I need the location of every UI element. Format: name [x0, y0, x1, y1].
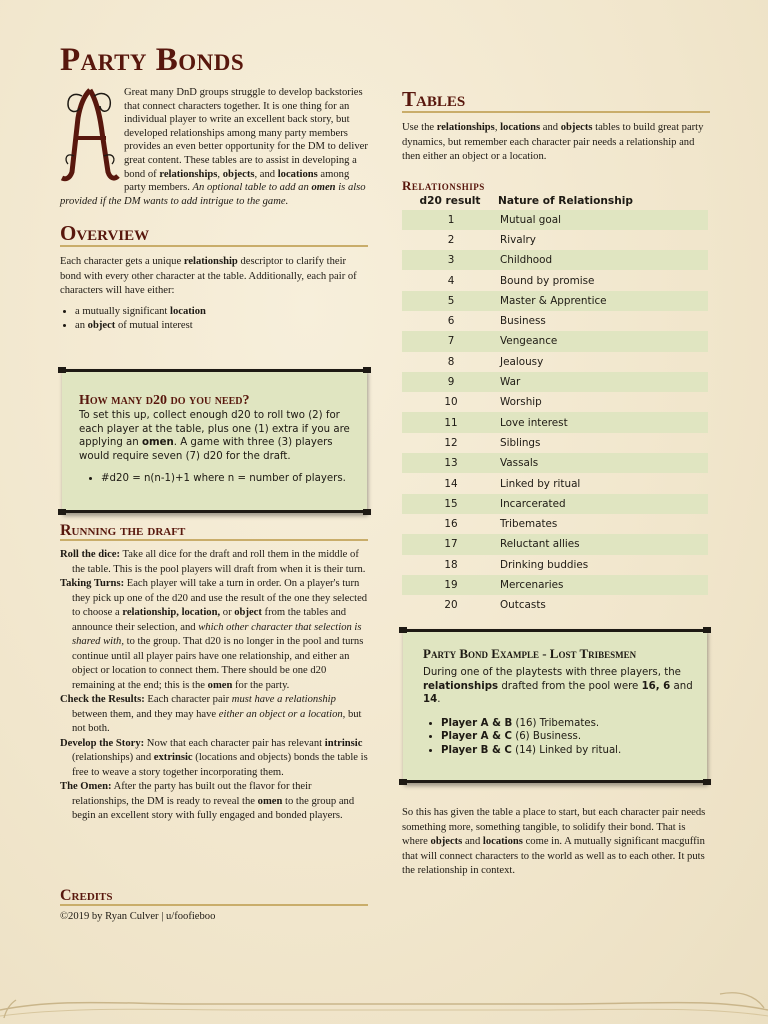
intro-text-2: among party members.	[124, 168, 350, 194]
d20-note-text	[79, 409, 353, 463]
d20-result-cell: 6	[447, 315, 455, 328]
relationship-cell: Bound by promise	[500, 274, 595, 287]
d20-result-cell: 16	[444, 518, 458, 531]
table-row	[402, 392, 708, 412]
corner-cap	[703, 627, 711, 633]
relationship-cell: Outcasts	[500, 599, 546, 612]
player-pair: Player A & C	[441, 731, 512, 742]
draft-label: The Omen:	[60, 781, 112, 792]
draft-item	[60, 577, 368, 693]
intro-omen: omen	[311, 182, 336, 194]
tables-bold: locations	[500, 122, 541, 133]
draft-italic: must have a relationship	[231, 694, 336, 705]
table-row	[402, 494, 708, 514]
list-item	[75, 305, 368, 320]
d20-result-cell: 3	[402, 250, 498, 270]
relationship-cell: Incarcerated	[498, 494, 708, 514]
intro-italic-2: is also provided if the DM wants to add intrigue to the game.	[60, 182, 366, 207]
dropcap-a-icon	[60, 86, 120, 182]
note-text: . A game with three (3) players would require seven (7) d20 for the draft.	[79, 437, 333, 462]
relationship-cell: Reluctant allies	[498, 534, 708, 554]
intro-sep: ,	[217, 168, 223, 180]
draft-text: Take all dice for the draft and roll them in the middle of the table. This is the pool players will draft from when it is their turn.	[72, 549, 366, 575]
d20-result-cell: 7	[402, 331, 498, 351]
d20-result-cell: 20	[444, 599, 458, 612]
bullet-text: a mutually significant	[75, 305, 171, 317]
relationship-cell: Tribemates	[500, 518, 558, 531]
bullet-bold: object	[87, 320, 116, 332]
draft-text: or	[220, 607, 235, 618]
d20-note-list	[101, 472, 353, 486]
tables-text: ,	[494, 122, 501, 133]
closing-section	[402, 806, 712, 879]
relationships-table	[402, 193, 708, 616]
corner-cap	[58, 367, 66, 373]
intro-sep: , and	[254, 168, 278, 180]
d20-result-cell: 4	[447, 274, 455, 287]
table-row	[402, 352, 708, 372]
note-text: To set this up, collect enough d20 to roll two (2) for each player at the table, plus one (1) extra if you are applying an	[79, 410, 350, 448]
corner-cap	[703, 779, 711, 785]
closing-bold: objects	[430, 836, 463, 847]
closing-paragraph	[402, 806, 712, 879]
draft-label: Taking Turns:	[60, 578, 125, 589]
page-title: Party Bonds	[60, 42, 245, 78]
relationship-cell: Vassals	[498, 453, 708, 473]
credits-text: ©2019 by Ryan Culver | u/foofieboo	[60, 911, 216, 922]
draft-item	[60, 780, 368, 824]
draft-item	[60, 693, 368, 737]
d20-note-box	[62, 369, 367, 513]
d20-result-cell: 17	[402, 534, 498, 554]
closing-bold: locations	[482, 836, 523, 847]
table-row	[402, 514, 708, 534]
column-header-nature: Nature of Relationship	[498, 195, 633, 207]
d20-result-cell: 15	[402, 494, 498, 514]
table-row	[402, 250, 708, 270]
d20-result-cell: 10	[444, 396, 458, 409]
example-note-heading: Party Bond Example - Lost Tribesmen	[423, 646, 637, 661]
relationships-table-title: Relationships	[402, 177, 485, 193]
table-row	[402, 270, 708, 290]
d20-result-cell: 1	[402, 210, 498, 230]
table-row	[402, 433, 708, 453]
draft-bold: intrinsic	[324, 737, 363, 749]
draft-text: Now that each character pair has relevant	[144, 737, 325, 749]
note-text: drafted from the pool were	[498, 680, 642, 692]
intro-locations: locations	[277, 168, 318, 180]
draft-text: Each player will take a turn in order. On a player's turn they pick up one of the d20 and use the result of the one they selected to choose a	[72, 578, 368, 618]
left-column	[60, 40, 368, 334]
overview-relationship: relationship	[183, 256, 238, 268]
corner-cap	[399, 627, 407, 633]
d20-result-cell: 14	[444, 477, 458, 490]
draft-label: Roll the dice:	[60, 549, 121, 560]
relationship-cell: Master & Apprentice	[498, 291, 708, 311]
bullet-bold: location	[170, 305, 206, 317]
draft-label: Develop the Story:	[60, 737, 145, 749]
credits-section	[60, 887, 368, 925]
table-row	[402, 210, 708, 230]
note-omen: omen	[141, 437, 174, 448]
draft-bold: omen	[257, 795, 283, 807]
d20-result-cell: 11	[402, 412, 498, 432]
tables-heading: Tables	[402, 88, 710, 113]
player-pair-text: (14) Linked by ritual.	[511, 744, 622, 756]
table-row	[402, 453, 708, 473]
d20-result-cell: 18	[444, 558, 458, 571]
d20-note-heading: How many d20 do you need?	[79, 393, 250, 408]
credits-heading: Credits	[60, 887, 368, 906]
relationship-cell: Childhood	[498, 250, 708, 270]
draft-text: (locations and objects) bonds the table is free to weave a story together incorporating them.	[72, 752, 368, 778]
tables-text: tables to build great party dynamics, but remember each character pair needs a relationship and then either an object or a location.	[402, 122, 704, 162]
table-row	[402, 372, 708, 392]
relationships-table-body	[402, 210, 708, 616]
draft-item	[60, 737, 368, 781]
draft-list	[60, 548, 368, 824]
tables-text: Use the	[402, 122, 437, 133]
list-item	[441, 717, 693, 731]
draft-text: Each character pair	[144, 694, 232, 705]
overview-text: Each character gets a unique	[60, 256, 184, 268]
relationship-cell: Worship	[500, 396, 542, 409]
draft-heading: Running the draft	[60, 522, 368, 541]
table-header-row	[402, 193, 708, 210]
draft-text: for the party.	[232, 679, 290, 691]
relationship-cell: Business	[500, 315, 546, 328]
d20-result-cell: 5	[402, 291, 498, 311]
draft-bold: omen	[207, 679, 233, 691]
d20-result-cell: 19	[402, 575, 498, 595]
player-pair: Player A & B	[441, 717, 513, 729]
draft-text: (relationships) and	[72, 752, 154, 763]
draft-text: between them, and they may have	[72, 708, 219, 720]
relationship-cell: Mercenaries	[498, 575, 708, 595]
note-bold: 14	[423, 694, 438, 705]
d20-result-cell: 2	[447, 233, 455, 246]
relationship-cell: War	[498, 372, 708, 392]
example-note-text	[423, 666, 693, 707]
list-item	[75, 319, 368, 334]
footer-decoration	[0, 988, 768, 1024]
table-row	[402, 555, 708, 575]
overview-text: descriptor to clarify their bond with every other character at the table. Additionally, each pair of characters will have either:	[60, 256, 357, 297]
draft-bold: relationship, location,	[122, 607, 221, 618]
intro-italic: An optional table to add an	[192, 182, 312, 194]
relationship-cell: Rivalry	[500, 233, 536, 246]
note-text: and	[670, 680, 693, 692]
table-row	[402, 311, 708, 331]
list-item	[441, 744, 693, 758]
table-row	[402, 595, 708, 615]
intro-paragraph	[60, 86, 368, 208]
intro-relationships: relationships	[159, 168, 218, 180]
note-text: During one of the playtests with three players, the	[423, 667, 681, 678]
example-note-list	[441, 717, 693, 758]
draft-section	[60, 522, 368, 824]
d20-result-cell: 13	[402, 453, 498, 473]
draft-bold: extrinsic	[153, 752, 193, 763]
draft-item	[60, 548, 368, 577]
column-header-d20: d20 result	[419, 195, 481, 207]
d20-formula: • #d20 = n(n-1)+1 where n = number of players.	[101, 472, 353, 486]
tables-text: and	[540, 122, 561, 133]
draft-text: but not both.	[72, 708, 362, 734]
player-pair-text: (16) Tribemates.	[512, 717, 600, 729]
right-column	[402, 88, 710, 615]
corner-cap	[363, 509, 371, 515]
tables-paragraph	[402, 121, 710, 165]
closing-text: come in. A mutually significant macguffin that will connect characters to the world as well as to each other. It puts the relationship in context.	[402, 836, 705, 876]
intro-text-1: Great many DnD groups struggle to develop backstories that connect characters together. It is one thing for an individual player to write an excellent back story, but developed relationships among many party members provides an even better opportunity for the DM to deliver great content. These tables are to assist in developing a bond of	[124, 87, 368, 180]
table-row	[402, 331, 708, 351]
relationship-cell: Mutual goal	[498, 210, 708, 230]
corner-cap	[58, 509, 66, 515]
table-row	[402, 230, 708, 250]
intro-objects: objects	[222, 168, 255, 180]
corner-cap	[399, 779, 407, 785]
note-bold: 16, 6	[641, 680, 671, 692]
relationship-cell: Jealousy	[500, 355, 544, 368]
table-row	[402, 473, 708, 493]
draft-text: to the group and begin an excellent story with fully engaged and bonded players.	[72, 795, 355, 821]
draft-bold: object	[234, 607, 262, 618]
overview-paragraph	[60, 255, 368, 299]
table-row	[402, 291, 708, 311]
relationship-cell: Drinking buddies	[500, 558, 589, 571]
draft-text: to the group. That d20 is no longer in the pool and turns continue until all player pairs have one relationship, and either an object or location to connect them. There should be one d20 remaining at the end; this is the	[72, 636, 364, 691]
d20-result-cell: 9	[402, 372, 498, 392]
player-pair-text: (6) Business.	[511, 731, 582, 742]
relationship-cell: Linked by ritual	[500, 477, 581, 490]
closing-text: and	[462, 836, 483, 847]
bullet-text: an	[75, 320, 88, 332]
player-pair: Player B & C	[441, 744, 512, 756]
closing-text: So this has given the table a place to start, but each character pair needs something more, something tangible, to solidify their bond. That is where	[402, 807, 706, 847]
corner-cap	[363, 367, 371, 373]
draft-text: from the tables and announce their selection, and	[72, 607, 347, 633]
draft-italic: either an object or a location,	[218, 708, 346, 720]
table-row	[402, 534, 708, 554]
table-row	[402, 575, 708, 595]
relationship-cell: Vengeance	[498, 331, 708, 351]
note-text: .	[437, 694, 441, 705]
note-bold: relationships	[423, 680, 499, 692]
table-row	[402, 412, 708, 432]
relationship-cell: Siblings	[500, 436, 541, 449]
tables-bold: objects	[560, 122, 593, 133]
d20-result-cell: 12	[444, 436, 458, 449]
draft-label: Check the Results:	[60, 694, 145, 705]
relationship-cell: Love interest	[498, 412, 708, 432]
draft-text: After the party has built out the flavor for their relationships, the DM is ready to reveal the	[72, 781, 312, 807]
draft-italic: which other character that selection is shared with,	[72, 621, 362, 647]
d20-result-cell: 8	[447, 355, 455, 368]
list-item	[441, 730, 693, 744]
tables-bold: relationships	[436, 122, 495, 133]
overview-list	[75, 305, 368, 334]
example-note-box	[403, 629, 707, 783]
bullet-text: of mutual interest	[115, 320, 193, 332]
overview-heading: Overview	[60, 222, 368, 247]
